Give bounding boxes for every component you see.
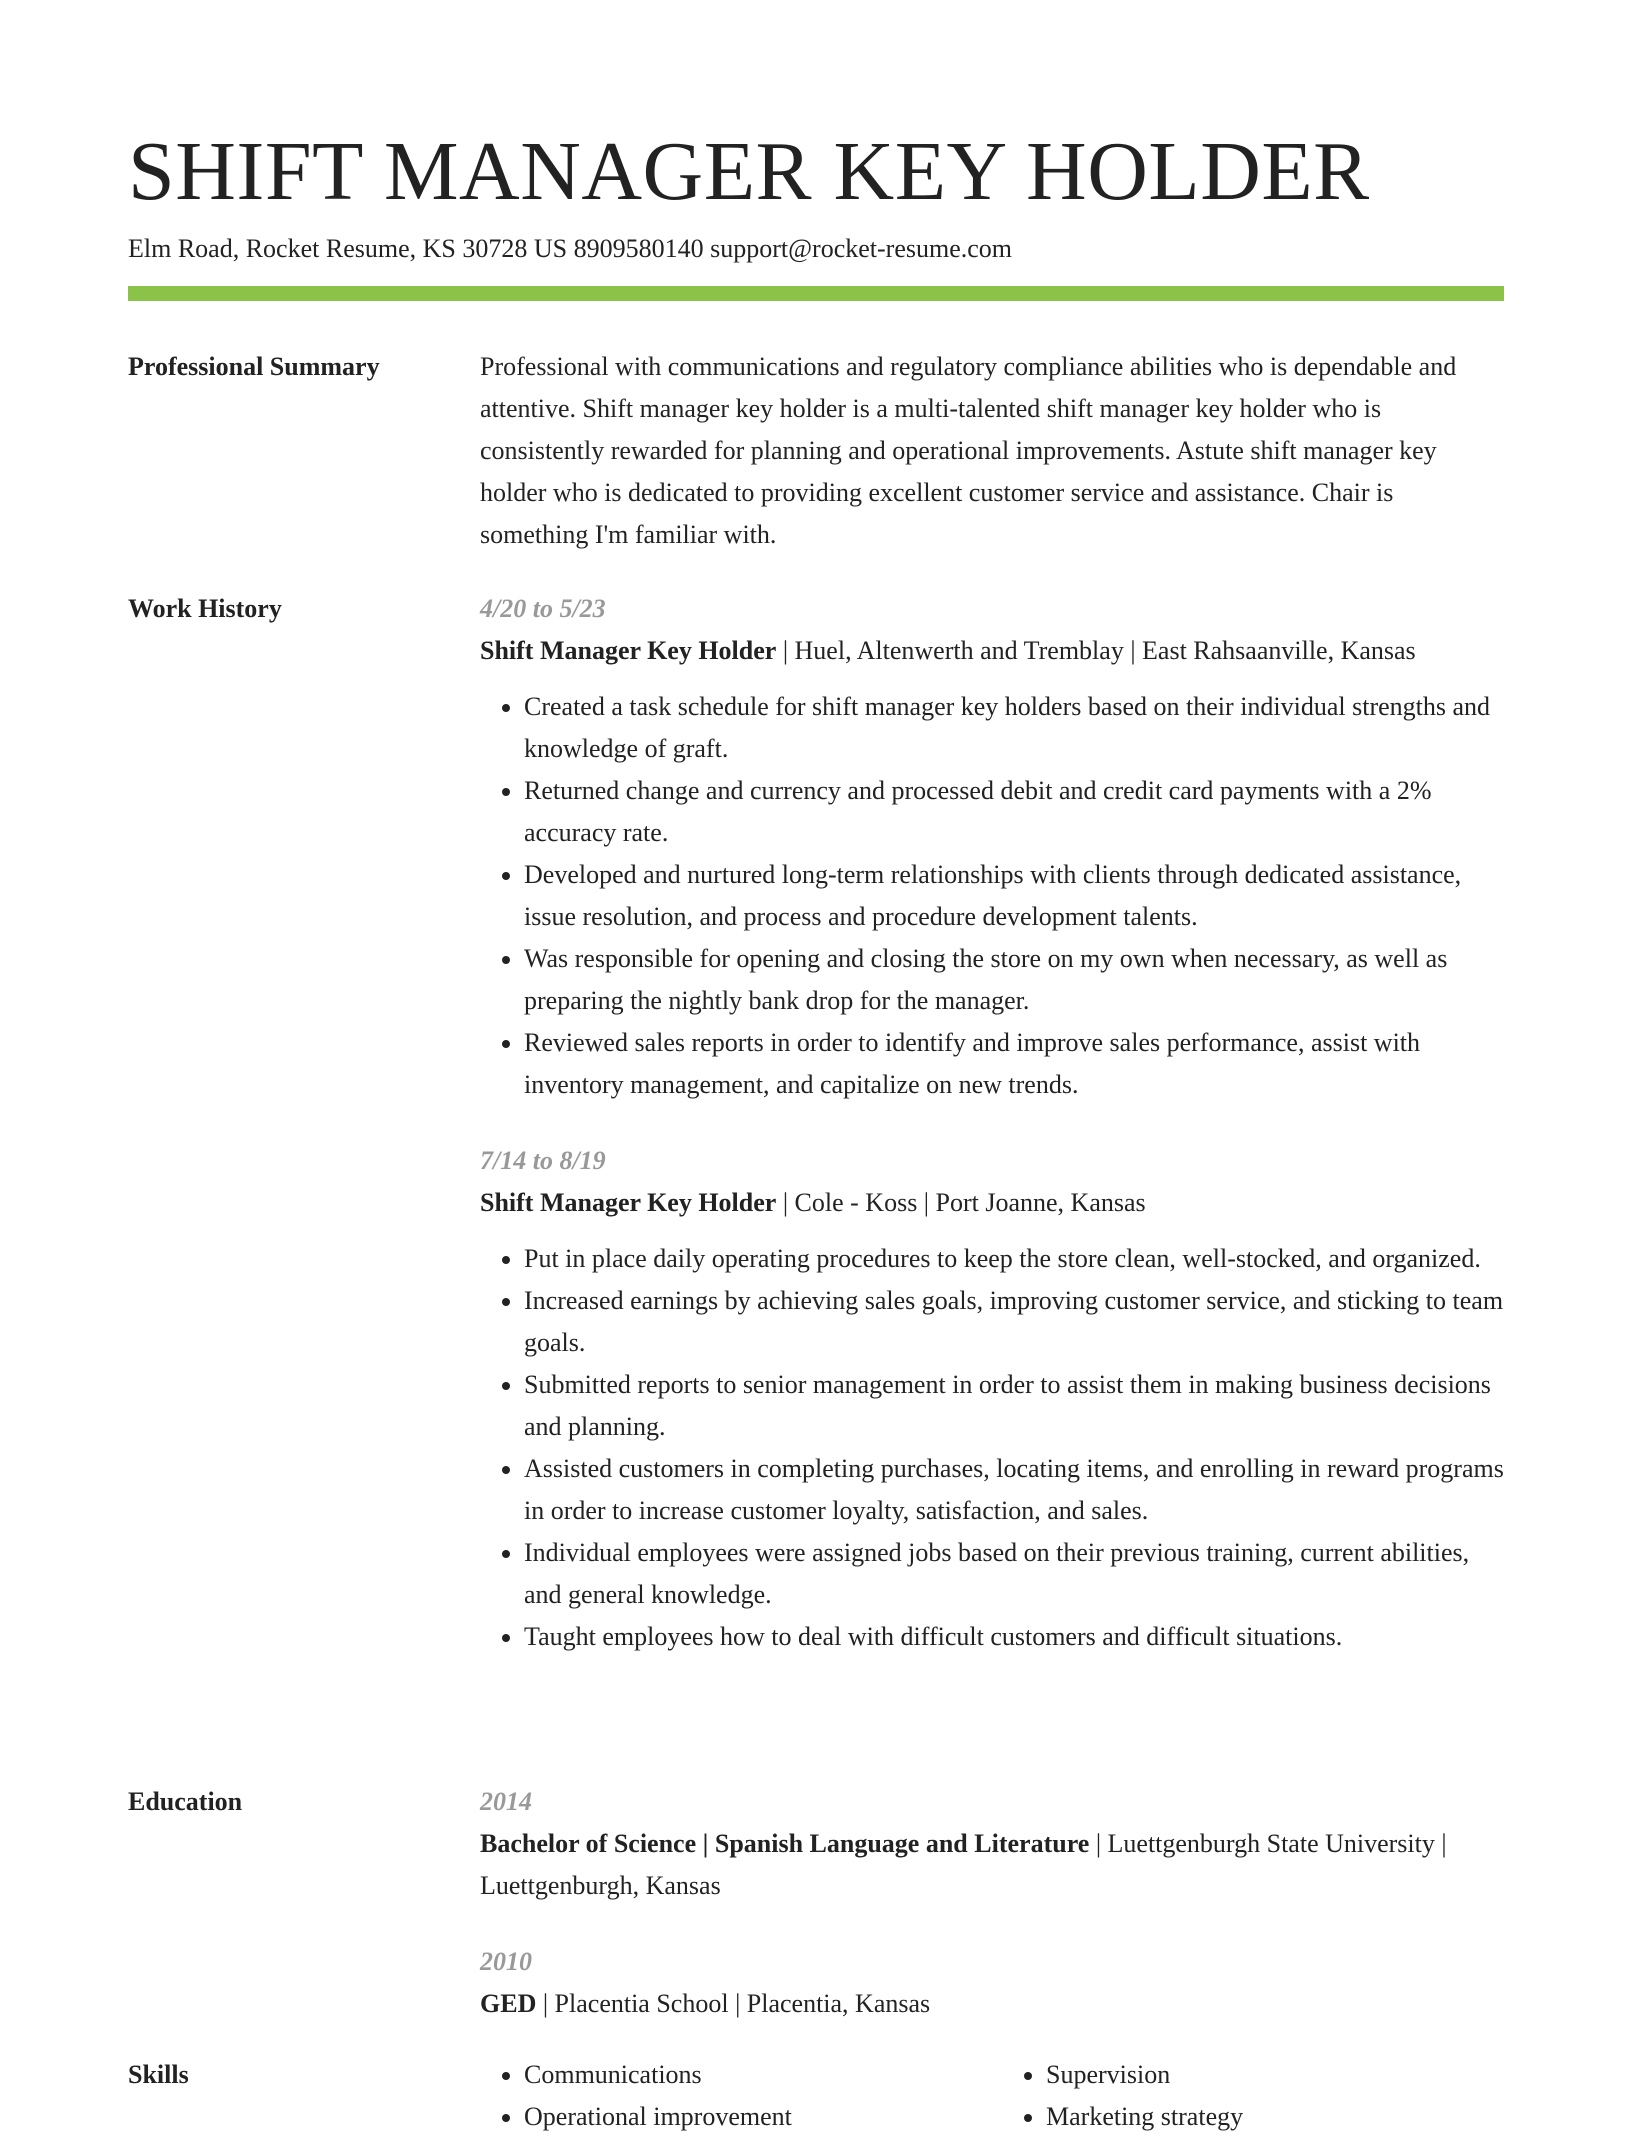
education-heading-line <box>480 1983 1504 2025</box>
job-details: | Huel, Altenwerth and Tremblay | East Rahsaanville, Kansas <box>776 636 1416 665</box>
job-entry <box>480 1140 1504 1658</box>
resume-title: SHIFT MANAGER KEY HOLDER <box>128 125 1370 218</box>
education-heading: Education <box>128 1787 243 1816</box>
education-year: 2010 <box>480 1947 532 1976</box>
education-body <box>480 1781 1504 2025</box>
list-item: • Created a task schedule for shift manager key holders based on their individual strengths and knowledge of graft. <box>524 686 1504 770</box>
list-item: • Marketing strategy <box>1046 2096 1504 2138</box>
education-entry <box>480 1781 1504 1907</box>
contact-line: Elm Road, Rocket Resume, KS 30728 US 8909580140 support@rocket-resume.com <box>128 234 1012 263</box>
job-entry <box>480 588 1504 1106</box>
education-year: 2014 <box>480 1787 532 1816</box>
job-details: | Cole - Koss | Port Joanne, Kansas <box>776 1188 1146 1217</box>
summary-body <box>480 346 1504 556</box>
work-history-heading: Work History <box>128 594 282 623</box>
list-item: • Taught employees how to deal with difficult customers and difficult situations. <box>524 1616 1504 1658</box>
education-entry <box>480 1941 1504 2025</box>
education-heading-line <box>480 1823 1504 1907</box>
list-item: • Put in place daily operating procedures to keep the store clean, well-stocked, and organized. <box>524 1238 1504 1280</box>
skills-body <box>480 2054 1504 2138</box>
list-item: • Communications <box>524 2054 982 2096</box>
list-item: • Reviewed sales reports in order to identify and improve sales performance, assist with inventory management, and capitalize on new trends. <box>524 1022 1504 1106</box>
list-item: • Returned change and currency and processed debit and credit card payments with a 2% accuracy rate. <box>524 770 1504 854</box>
list-item: • Operational improvement <box>524 2096 982 2138</box>
skills-list-right <box>982 2054 1504 2138</box>
job-title: Shift Manager Key Holder <box>480 1188 777 1217</box>
school-details: | Placentia School | Placentia, Kansas <box>536 1989 931 2018</box>
work-history-body <box>480 588 1504 1658</box>
job-heading <box>480 1182 1504 1224</box>
list-item: • Submitted reports to senior management in order to assist them in making business decisions and planning. <box>524 1364 1504 1448</box>
list-item: • Was responsible for opening and closing the store on my own when necessary, as well as preparing the nightly bank drop for the manager. <box>524 938 1504 1022</box>
degree: Bachelor of Science | Spanish Language and Literature <box>480 1829 1090 1858</box>
list-item: • Increased earnings by achieving sales goals, improving customer service, and sticking to team goals. <box>524 1280 1504 1364</box>
job-dates: 4/20 to 5/23 <box>480 594 606 623</box>
skills-heading: Skills <box>128 2060 189 2089</box>
school-details: | Luettgenburgh State University | Luettgenburgh, Kansas <box>480 1829 1447 1900</box>
summary-heading: Professional Summary <box>128 352 380 381</box>
accent-divider <box>128 286 1504 301</box>
list-item: • Assisted customers in completing purchases, locating items, and enrolling in reward programs in order to increase customer loyalty, satisfaction, and sales. <box>524 1448 1504 1532</box>
degree: GED <box>480 1989 537 2018</box>
job-bullets <box>480 686 1504 1106</box>
list-item: • Developed and nurtured long-term relationships with clients through dedicated assistance, issue resolution, and process and procedure development talents. <box>524 854 1504 938</box>
job-bullets <box>480 1238 1504 1658</box>
skills-list-left <box>480 2054 982 2138</box>
list-item: • Supervision <box>1046 2054 1504 2096</box>
job-dates: 7/14 to 8/19 <box>480 1146 606 1175</box>
job-heading <box>480 630 1504 672</box>
summary-text: Professional with communications and regulatory compliance abilities who is dependable and attentive. Shift manager key holder is a multi-talented shift manager key holder who is consistently rewarded for planning and operational improvements. Astute shift manager key holder who is dedicated to providing excellent customer service and assistance. Chair is something I'm familiar with. <box>480 352 1457 549</box>
job-title: Shift Manager Key Holder <box>480 636 777 665</box>
list-item: • Individual employees were assigned jobs based on their previous training, current abilities, and general knowledge. <box>524 1532 1504 1616</box>
